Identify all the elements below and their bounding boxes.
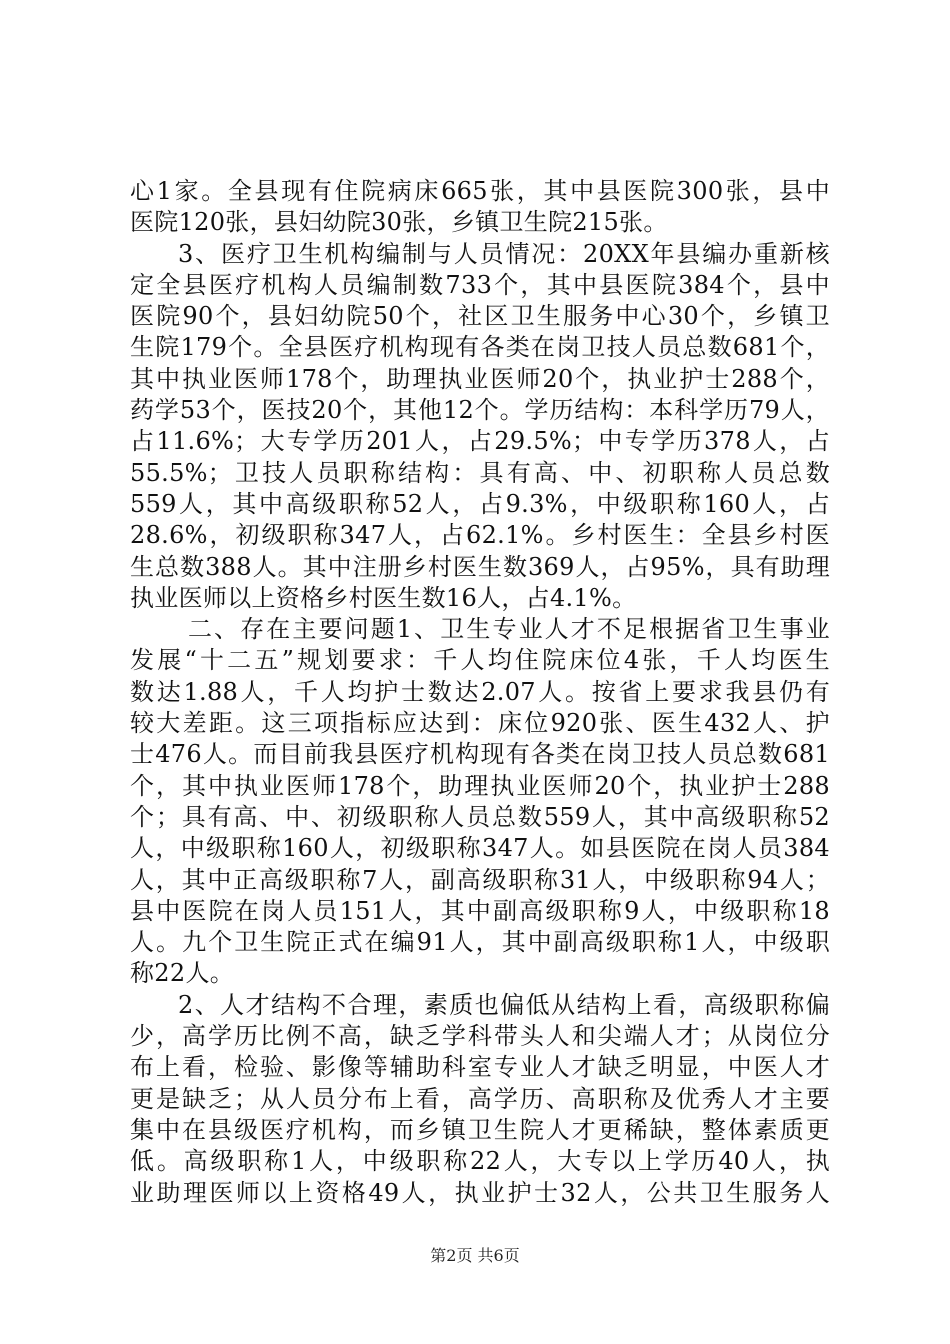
text-line: 心1家。全县现有住院病床665张，其中县医院300张，县中: [130, 177, 830, 205]
text-line: 发展“十二五”规划要求：千人均住院床位4张，千人均医生: [130, 646, 830, 675]
text-line: 县中医院在岗人员151人，其中副高级职称9人，中级职称18: [130, 896, 830, 925]
text-line: 559人，其中高级职称52人，占9.3%，中级职称160人，占: [130, 489, 830, 518]
text-line: 集中在县级医疗机构，而乡镇卫生院人才更稀缺，整体素质更: [130, 1115, 830, 1144]
text-line: 占11.6%；大专学历201人，占29.5%；中专学历378人，占: [130, 427, 830, 456]
text-line: 生总数388人。其中注册乡村医生数369人，占95%，具有助理: [130, 552, 830, 581]
text-line: 少，高学历比例不高，缺乏学科带头人和尖端人才；从岗位分: [130, 1022, 830, 1051]
text-line: 称22人。: [130, 959, 235, 988]
text-line: 28.6%，初级职称347人，占62.1%。乡村医生：全县乡村医: [130, 521, 830, 550]
text-line: 55.5%；卫技人员职称结构：具有高、中、初职称人员总数: [130, 458, 830, 487]
text-line: 士476人。而目前我县医疗机构现有各类在岗卫技人员总数681: [130, 740, 830, 769]
page-number-footer: 第2页 共6页: [430, 1246, 520, 1265]
text-line: 医院120张，县妇幼院30张，乡镇卫生院215张。: [130, 208, 668, 237]
text-line: 执业医师以上资格乡村医生数16人，占4.1%。: [130, 583, 637, 612]
text-line: 人。九个卫生院正式在编91人，其中副高级职称1人，中级职: [130, 928, 830, 957]
text-line: 人，中级职称160人，初级职称347人。如县医院在岗人员384: [130, 834, 830, 863]
text-line: 生院179个。全县医疗机构现有各类在岗卫技人员总数681个，: [130, 333, 830, 362]
text-line: 个，其中执业医师178个，助理执业医师20个，执业护士288: [130, 771, 830, 800]
text-line: 布上看，检验、影像等辅助科室专业人才缺乏明显，中医人才: [130, 1053, 830, 1082]
text-line: 2、人才结构不合理，素质也偏低从结构上看，高级职称偏: [178, 990, 830, 1019]
text-line: 数达1.88人，千人均护士数达2.07人。按省上要求我县仍有: [130, 677, 830, 706]
text-line: 医院90个，县妇幼院50个，社区卫生服务中心30个，乡镇卫: [130, 302, 830, 331]
text-line: 业助理医师以上资格49人，执业护士32人，公共卫生服务人: [130, 1178, 830, 1207]
text-line: 二、存在主要问题1、卫生专业人才不足根据省卫生事业: [188, 615, 830, 644]
text-line: 3、医疗卫生机构编制与人员情况：20XX年县编办重新核: [178, 239, 830, 268]
text-line: 人，其中正高级职称7人，副高级职称31人，中级职称94人；: [130, 865, 830, 894]
text-line: 更是缺乏；从人员分布上看，高学历、高职称及优秀人才主要: [130, 1084, 830, 1113]
text-line: 较大差距。这三项指标应达到：床位920张、医生432人、护: [130, 709, 830, 738]
text-line: 低。高级职称1人，中级职称22人，大专以上学历40人，执: [130, 1147, 830, 1176]
text-line: 药学53个，医技20个，其他12个。学历结构：本科学历79人，: [130, 396, 830, 425]
document-body: [130, 176, 830, 1209]
text-line: 定全县医疗机构人员编制数733个，其中县医院384个，县中: [130, 270, 830, 299]
text-line: 个；具有高、中、初级职称人员总数559人，其中高级职称52: [130, 802, 830, 831]
text-line: 其中执业医师178个，助理执业医师20个，执业护士288个，: [130, 364, 830, 393]
